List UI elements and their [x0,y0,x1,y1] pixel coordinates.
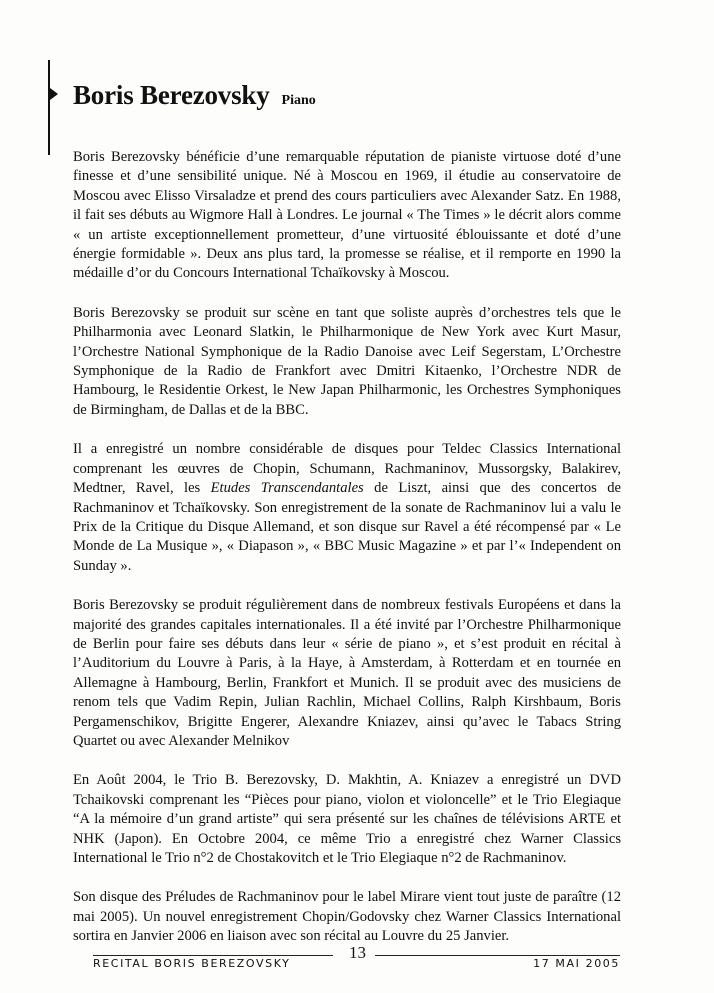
page-number: 13 [349,943,366,962]
biography-text [73,148,621,947]
arrow-icon [50,88,58,100]
paragraph: Boris Berezovsky bénéficie d’une remarquable réputation de pianiste virtuose doté d’une finesse et d’une sensibilité unique. Né à Moscou en 1969, il étudie au conservatoire de Moscou avec Elisso Virsaladze et prend des cours particuliers avec Alexander Satz. En 1988, il fait ses débuts au Wigmore Hall à Londres. Le journal « The Times » le décrit alors comme « un artiste exceptionnellement prometteur, d’une virtuosité éblouissante et doté d’une énergie formidable ». Deux ans plus tard, la promesse se réalise, et il remporte en 1990 la médaille d’or du Concours International Tchaïkovsky à Moscou. [73,149,621,282]
footer-event-title: RECITAL BORIS BEREZOVSKY [93,957,291,970]
footer-date: 17 MAI 2005 [533,957,620,970]
paragraph: Boris Berezovsky se produit régulièrement dans de nombreux festivals Européens et dans la majorité des grandes capitales internationales. Il a été invité par l’Orchestre Philharmonique de Berlin pour faire ses débuts dans leur « série de piano », et s’est produit en récital à l’Auditorium du Louvre à Paris, à la Haye, à Amsterdam, à Rotterdam et en tournée en Allemagne à Hambourg, Berlin, Frankfort et Munich. Il se produit avec des musiciens de renom tels que Vadim Repin, Julian Rachlin, Michael Collins, Ralph Kirshbaum, Boris Pergamenschikov, Brigitte Engerer, Alexandre Kniazev, ainsi qu’avec le Tabacs String Quartet ou avec Alexander Melnikov [73,597,621,749]
footer-rule-left [93,955,333,956]
page-footer [93,940,620,970]
paragraph: En Août 2004, le Trio B. Berezovsky, D. Makhtin, A. Kniazev a enregistré un DVD Tchaikovski comprenant les “Pièces pour piano, violon et violoncelle” et le Trio Elegiaque “A la mémoire d’un grand artiste” qui sera présenté sur les chaînes de télévisions ARTE et NHK (Japon). En Octobre 2004, ce même Trio a enregistré chez Warner Classics International le Trio n°2 de Chostakovitch et le Trio Elegiaque n°2 de Rachmaninov. [73,772,621,866]
footer-rule-right [375,955,620,956]
artist-name: Boris Berezovsky [73,80,270,110]
margin-rule [48,60,50,155]
paragraph: Il a enregistré un nombre considérable de disques pour Teldec Classics International comprenant les œuvres de Chopin, Schumann, Rachmaninov, Mussorgsky, Balakirev, Medtner, Ravel, les Etudes Transcendantales de Liszt, ainsi que des concertos de Rachmaninov et Tchaïkovsky. Son enregistrement de la sonate de Rachmaninov lui a valu le Prix de la Critique du Disque Allemand, et son disque sur Ravel a été récompensé par « Le Monde de La Musique », « Diapason », « BBC Music Magazine » et par l’« Independent on Sunday ». [73,441,622,574]
artist-instrument: Piano [281,93,316,108]
paragraph: Boris Berezovsky se produit sur scène en tant que soliste auprès d’orchestres tels que le Philharmonia avec Leonard Slatkin, le Philharmonique de New York avec Kurt Masur, l’Orchestre National Symphonique de la Radio Danoise avec Leif Segerstam, L’Orchestre Symphonique de la Radio de Frankfort avec Dmitri Kitaenko, l’Orchestre NDR de Hambourg, le Residentie Orkest, le New Japan Philharmonic, les Orchestres Symphoniques de Birmingham, de Dallas et de la BBC. [73,304,621,418]
work-title: Etudes Transcendantales [210,480,364,497]
paragraph: Son disque des Préludes de Rachmaninov pour le label Mirare vient tout juste de paraître (12 mai 2005). Un nouvel enregistrement Chopin/Godovsky chez Warner Classics International sortira en Janvier 2006 en liaison avec son récital au Louvre du 25 Janvier. [73,889,621,945]
page-header [73,80,316,111]
